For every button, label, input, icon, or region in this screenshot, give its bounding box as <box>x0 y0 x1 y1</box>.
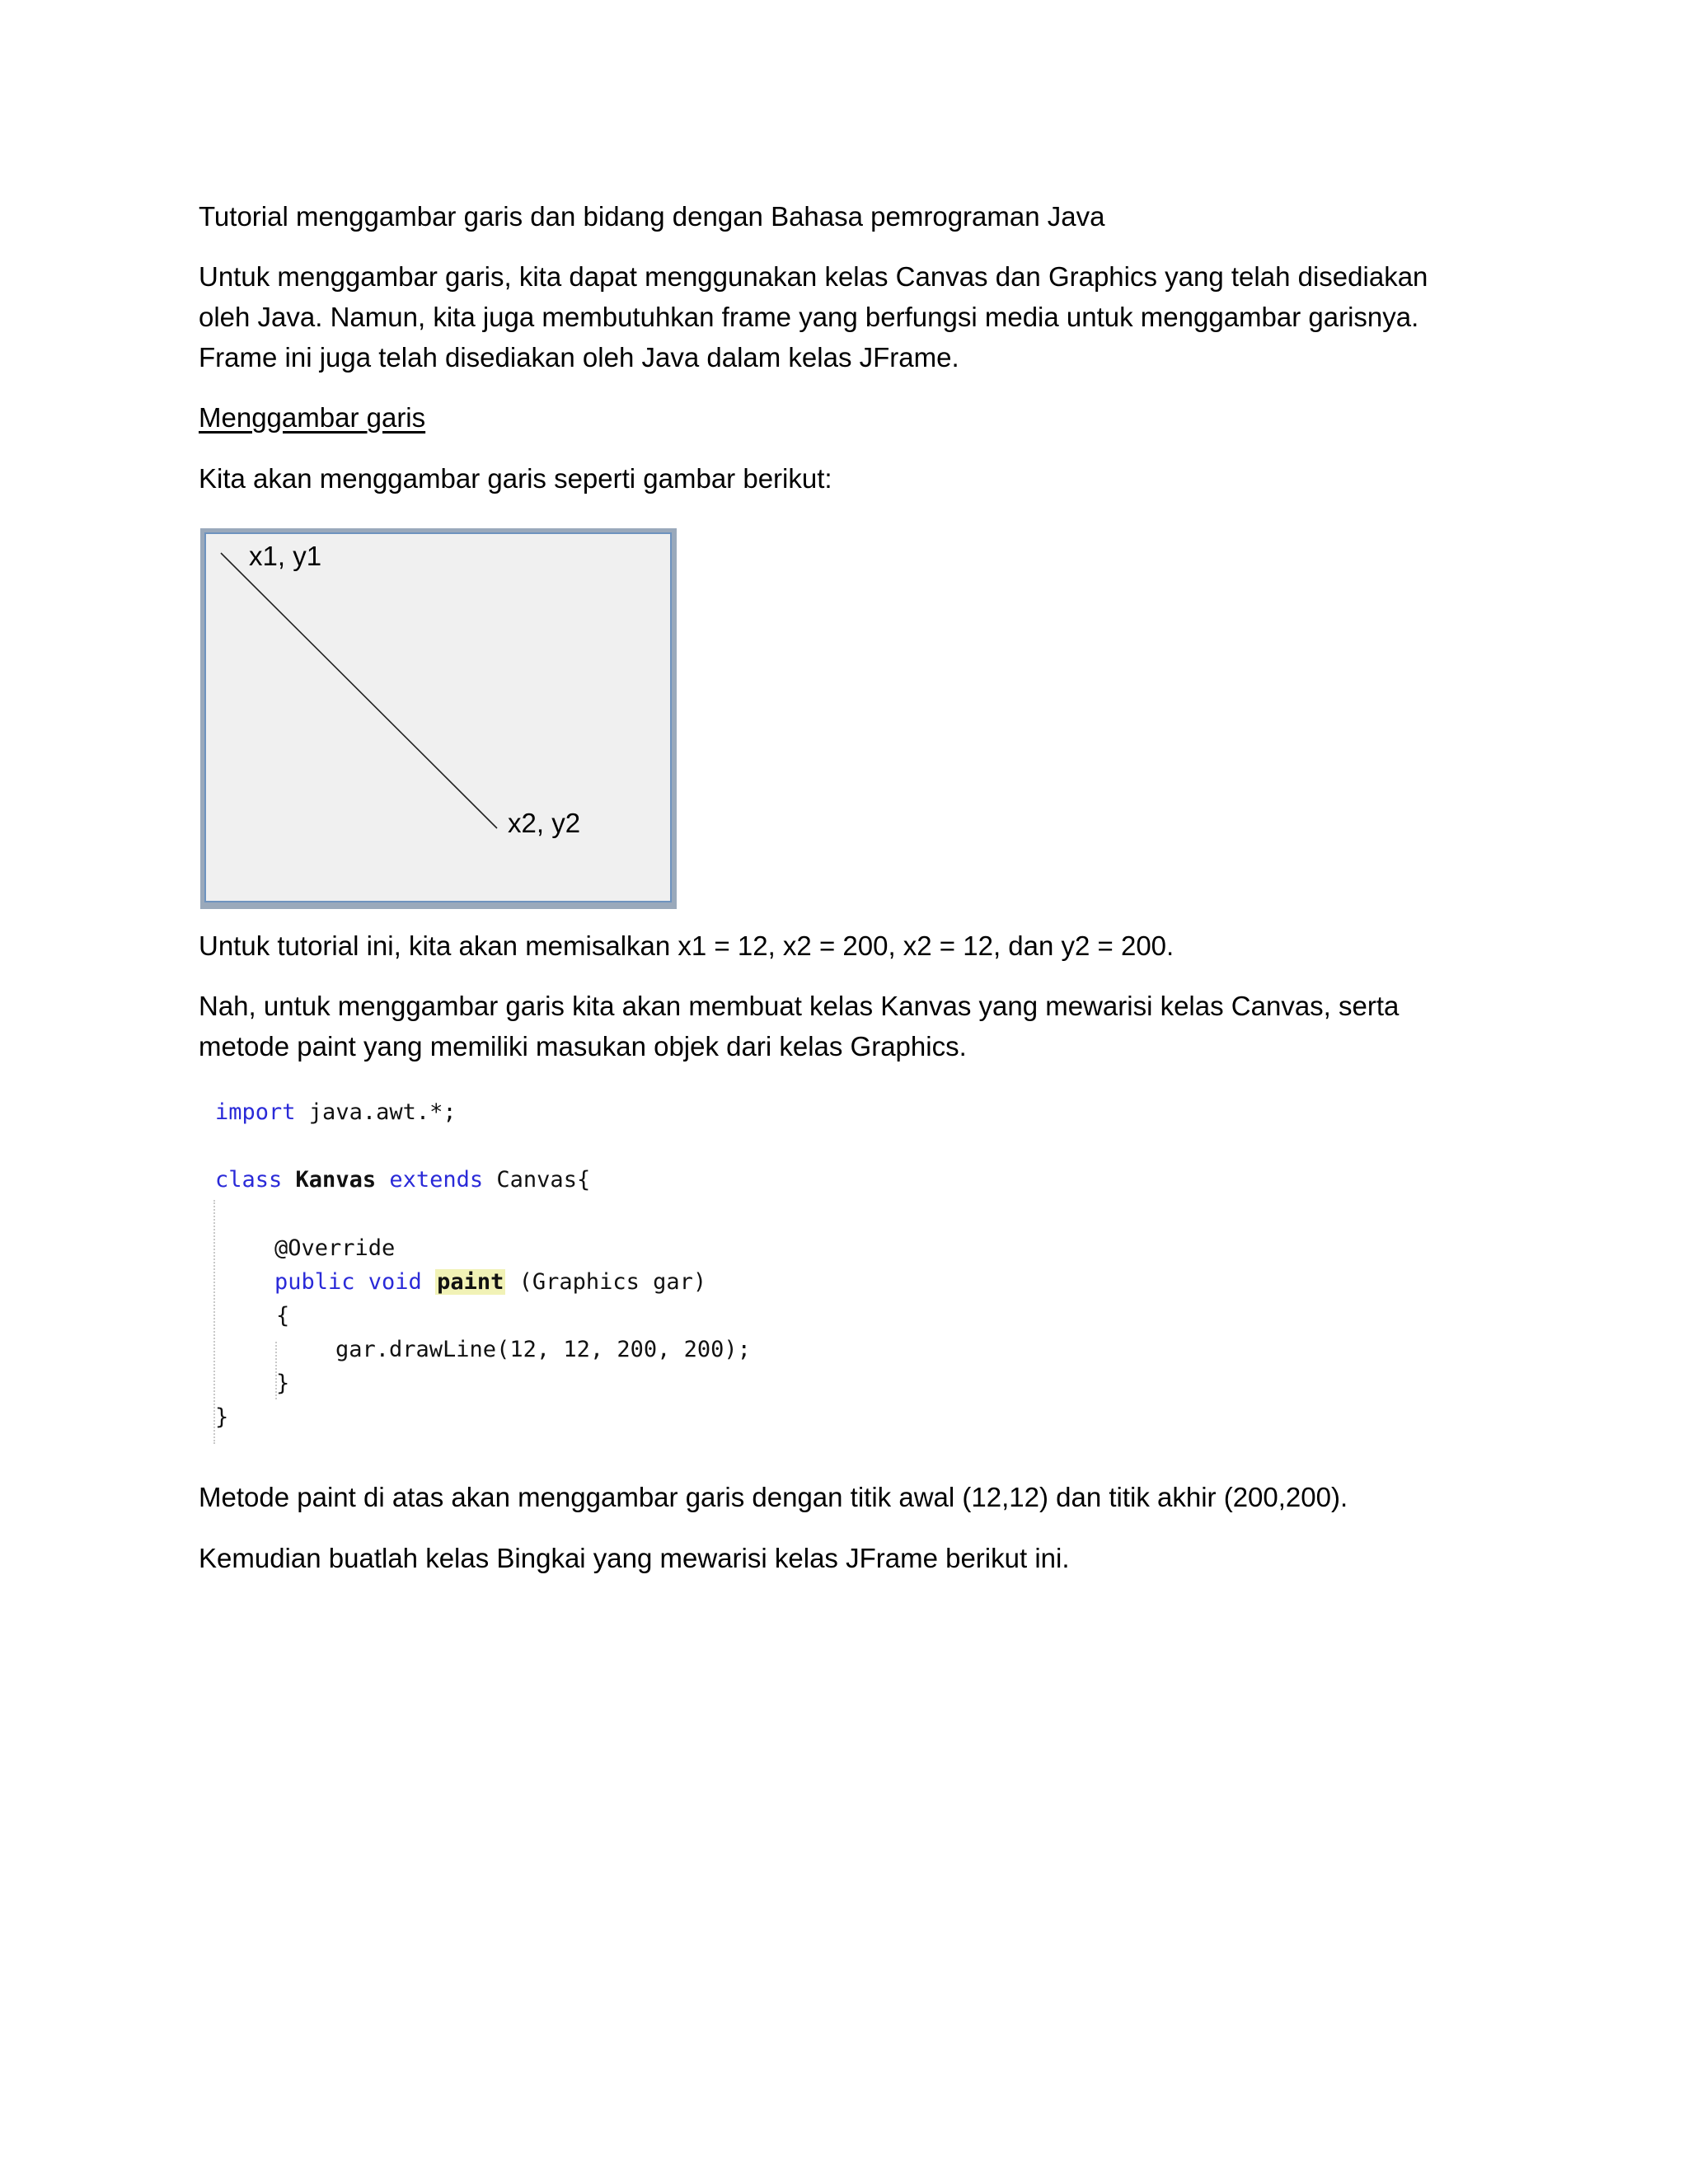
highlighted-method-name: paint <box>437 1269 504 1295</box>
document-title: Tutorial menggambar garis dan bidang dengan Bahasa pemrograman Java <box>199 201 1105 232</box>
next-step-paragraph: Kemudian buatlah kelas Bingkai yang mewarisi kelas JFrame berikut ini. <box>199 1543 1070 1573</box>
paint-explanation: Metode paint di atas akan menggambar garis dengan titik awal (12,12) dan titik akhir (200,200). <box>199 1482 1348 1512</box>
code-line-annotation: @Override <box>274 1235 396 1261</box>
intro-line: Untuk menggambar garis, kita dapat menggunakan kelas Canvas dan Graphics yang telah disediakan <box>199 261 1428 292</box>
section-heading: Menggambar garis <box>199 402 426 433</box>
class-intro-paragraph <box>199 986 1484 1066</box>
code-line-class: class Kanvas extends Canvas{ <box>215 1167 591 1193</box>
intro-line: oleh Java. Namun, kita juga membutuhkan frame yang berfungsi media untuk menggambar garisnya. <box>199 302 1419 332</box>
intro-paragraph <box>199 256 1484 377</box>
code-line-body: gar.drawLine(12, 12, 200, 200); <box>335 1337 751 1362</box>
assumption-paragraph: Untuk tutorial ini, kita akan memisalkan x1 = 12, x2 = 200, x2 = 12, dan y2 = 200. <box>199 930 1175 961</box>
code-line-class-close: } <box>215 1404 229 1430</box>
code-line-open-brace: { <box>276 1303 290 1329</box>
code-block <box>210 1098 837 1460</box>
line-diagram-svg <box>206 534 670 901</box>
code-line-import: import java.awt.*; <box>215 1099 457 1125</box>
class-intro-line: Nah, untuk menggambar garis kita akan membuat kelas Kanvas yang mewarisi kelas Canvas, serta <box>199 991 1400 1021</box>
figure-intro: Kita akan menggambar garis seperti gambar berikut: <box>199 463 832 494</box>
line-diagram-canvas <box>204 532 672 902</box>
intro-line: Frame ini juga telah disediakan oleh Java dalam kelas JFrame. <box>199 342 959 373</box>
class-intro-line: metode paint yang memiliki masukan objek dari kelas Graphics. <box>199 1031 967 1062</box>
code-line-method: public void paint (Graphics gar) <box>274 1269 707 1295</box>
line-diagram-figure <box>200 528 677 909</box>
start-point-label: x1, y1 <box>249 541 322 571</box>
diagonal-line <box>221 553 497 828</box>
code-line-close-brace: } <box>276 1371 290 1396</box>
end-point-label: x2, y2 <box>508 808 581 838</box>
